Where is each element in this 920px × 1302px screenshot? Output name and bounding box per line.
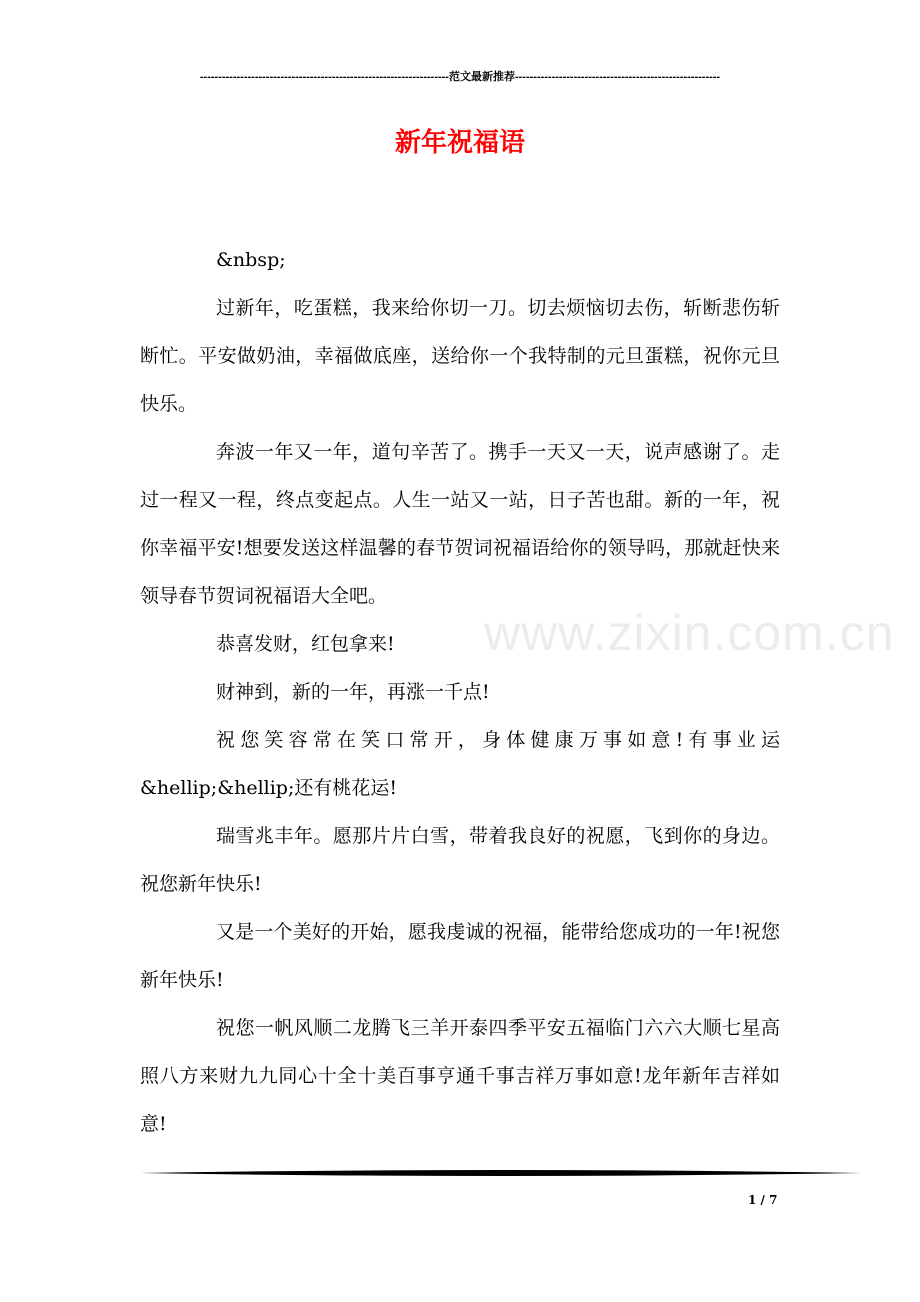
page-header: --------------------------------------------------------------------范文最新推荐-------------------------------------------------------- [199, 71, 721, 83]
document-body [140, 236, 780, 1148]
paragraph-7: 瑞雪兆丰年。愿那片片白雪，带着我良好的祝愿，飞到你的身边。祝您新年快乐! [140, 825, 780, 895]
paragraph-2: 过新年，吃蛋糕，我来给你切一刀。切去烦恼切去伤，斩断悲伤斩断忙。平安做奶油，幸福做底座，送给你一个我特制的元旦蛋糕，祝你元旦快乐。 [140, 297, 780, 415]
paragraph-4: 恭喜发财，红包拿来! [216, 633, 395, 655]
paragraph-1: &nbsp; [216, 249, 286, 271]
paragraph-3: 奔波一年又一年，道句辛苦了。携手一天又一天，说声感谢了。走过一程又一程，终点变起点。人生一站又一站，日子苦也甜。新的一年，祝你幸福平安!想要发送这样温馨的春节贺词祝福语给你的领导吗，那就赶快来领导春节贺词祝福语大全吧。 [140, 441, 780, 607]
paragraph-8: 又是一个美好的开始，愿我虔诚的祝福，能带给您成功的一年!祝您新年快乐! [140, 921, 780, 991]
watermark: www.zixin.com.cn [484, 605, 895, 661]
paragraph-5: 财神到，新的一年，再涨一千点! [216, 681, 490, 703]
footer-rule [140, 1168, 862, 1178]
paragraph-6: 祝您笑容常在笑口常开，身体健康万事如意!有事业运&hellip;&hellip;还有桃花运! [140, 729, 780, 799]
paragraph-9: 祝您一帆风顺二龙腾飞三羊开泰四季平安五福临门六六大顺七星高照八方来财九九同心十全十美百事亨通千事吉祥万事如意!龙年新年吉祥如意! [140, 1017, 780, 1135]
page-number: 1 / 7 [748, 1193, 778, 1207]
document-title: 新年祝福语 [394, 128, 525, 158]
